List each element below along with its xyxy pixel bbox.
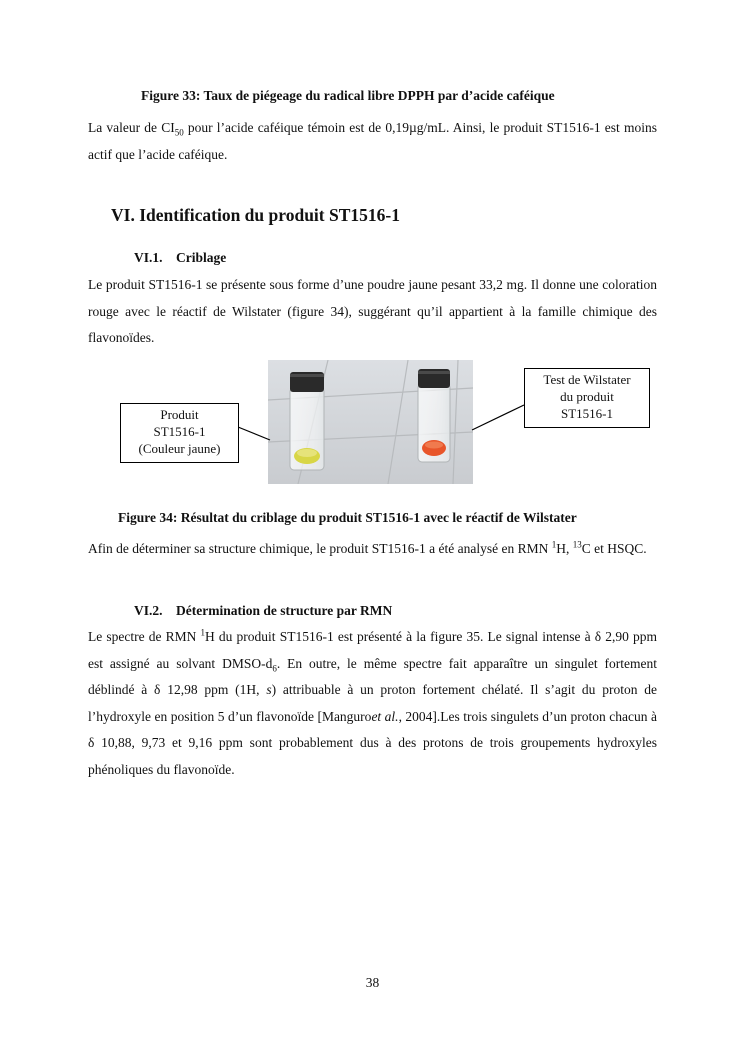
section-heading-vi: VI. Identification du produit ST1516-1 [111,205,400,225]
yellow-vial [290,372,324,470]
figure-33-caption: Figure 33: Taux de piégeage du radical libre DPPH par d’acide caféique [141,88,555,103]
callout-wilstater-test: Test de Wilstater du produit ST1516-1 [524,368,650,428]
subsection-heading-rmn: VI.2. Détermination de structure par RMN [134,603,393,618]
paragraph-rmn-spectrum: Le spectre de RMN $^1$H du produit ST1516-1 est présenté à la figure 35. Le signal intense à δ 2,90 ppm est assigné au solvant DMSO-$d_6$. En outre, le même spectre fait apparaître un singulet fortement déblindé à δ 12,98 ppm (1H, s) attribuable à un proton fortement chélaté. Il s’agit du proton de l’hydroxyle en position 5 d’un flavonoïde [Manguroet al., 2004].Les trois singulets d’un proton chacun à δ 10,88, 9,73 et 9,16 ppm sont probablement dus à des protons de trois groupements hydroxyles phénoliques du flavonoïde. [88,627,658,777]
callout-yellow-product: Produit ST1516-1 (Couleur jaune) [120,403,239,463]
paragraph-structure-analysis: Afin de déterminer sa structure chimique, le produit ST1516-1 a été analysé en RMN $^1$H, $^{13}$C et HSQC. [88,539,647,556]
paragraph-criblage: Le produit ST1516-1 se présente sous forme d’une poudre jaune pesant 33,2 mg. Il donne une coloration rouge avec le réactif de Wilstater (figure 34), suggérant qu’il appartient à la famille chimique des flavonoïdes. [88,277,657,345]
subsection-heading-criblage: VI.1. Criblage [134,250,227,265]
vials-illustration [268,360,473,484]
page-number: 38 [365,975,380,990]
red-vial [418,369,450,462]
figure-34-caption: Figure 34: Résultat du criblage du produit ST1516-1 avec le réactif de Wilstater [118,510,577,525]
wilstater-test-photo [268,360,473,484]
paragraph-ci50: La valeur de $CI_{50}$ pour l’acide caféique témoin est de 0,19µg/mL. Ainsi, le produit ST1516-1 est moins actif que l’acide caféique. [88,120,657,162]
